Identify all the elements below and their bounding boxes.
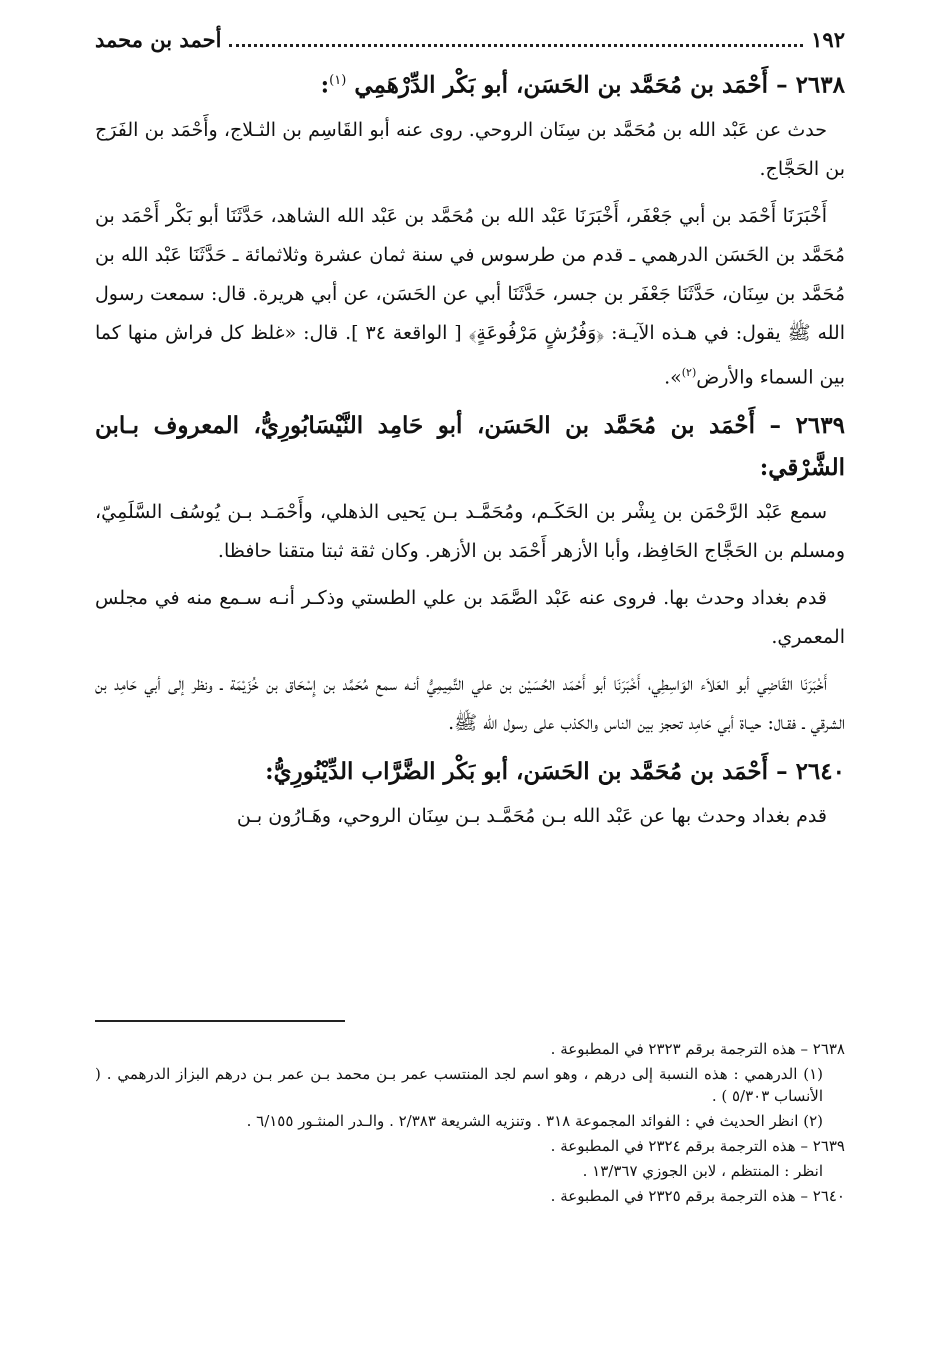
- footnote: (١) الدرهمي : هذه النسبة إلى درهم ، وهو اسم لجد المنتسب عمر بـن محمد بـن عمر بـن درهم البزاز الدرهمي . ( الأنساب ٥/٣٠٣ ) .: [95, 1065, 823, 1105]
- entry-number: ٢٦٤٠: [795, 757, 845, 785]
- entry-paragraph: حدث عن عَبْد الله بن مُحَمَّد بن سِنَان الروحي. روى عنه أبو القَاسِم بن الثـلاج، وأَحْمَد بن الفَرَج بن الحَجَّاج.: [95, 118, 845, 180]
- header-dot-leader: [229, 32, 803, 47]
- paragraph-end: ».: [664, 365, 682, 388]
- footnotes: [95, 1038, 845, 1210]
- entry-heading-2638: [95, 60, 845, 107]
- running-header: [95, 22, 845, 56]
- footnote: (٢) انظر الحديث في : الفوائد المجموعة ٣١٨ . وتنزيه الشريعة ٢/٣٨٣ . والـدر المنثـور ٦/١٥٥ .: [246, 1112, 823, 1130]
- footnote: ٢٦٣٨ – هذه الترجمة برقم ٢٣٢٣ في المطبوعة .: [550, 1040, 845, 1058]
- entry-heading-2640: [95, 751, 845, 793]
- entry-name: أَحْمَد بن مُحَمَّد بن الحَسَن، أبو بَكْر الضَّرَّاب الدِّيْنُورِيُّ:: [265, 757, 769, 785]
- footnote: ٢٦٤٠ – هذه الترجمة برقم ٢٣٢٥ في المطبوعة .: [550, 1187, 845, 1205]
- heading-dash: –: [776, 757, 788, 785]
- entry-paragraph: أَخْبَرَنَا القَاضِي أبو العَلاَء الوَاسِطِي، أَخْبَرَنَا أبو أَحْمَد الحُسَيْن بن علي التَّمِيمِيُّ أنـه سمع مُحَمَّد بن إِسْحَاق بن خُزَيْمَة ـ ونظر إلى أبي حَامِد بن الشرقي ـ فقـال: حيـاة أبي حَامِد تحجز بين الناس والكذب على رسول الله ﷺ.: [95, 672, 845, 734]
- footnote-marker: (١): [329, 73, 347, 88]
- running-title: أحمد بن محمد: [95, 26, 222, 52]
- footnote: انظر : المنتظم ، لابن الجوزي ١٣/٣٦٧ .: [582, 1162, 823, 1180]
- entry-paragraph: قدم بغداد وحدث بها عن عَبْد الله بـن مُحَمَّـد بـن سِنَان الروحي، وهَـارُون بـن: [236, 804, 827, 827]
- footnote-marker: (٢): [681, 365, 697, 379]
- heading-colon: :: [320, 71, 330, 99]
- footnote-divider: [95, 1020, 345, 1022]
- main-text: [95, 58, 845, 844]
- footnote: ٢٦٣٩ – هذه الترجمة برقم ٢٣٢٤ في المطبوعة .: [550, 1137, 845, 1155]
- entry-paragraph: قدم بغداد وحدث بها. فروى عنه عَبْد الصَّمَد بن علي الطستي وذكـر أنـه سـمع منه في مجلس المعمري.: [95, 586, 845, 648]
- entry-number: ٢٦٣٨: [795, 71, 845, 99]
- entry-paragraph: [95, 197, 845, 397]
- page-number: ١٩٢: [811, 26, 845, 52]
- entry-paragraph: سمع عَبْد الرَّحْمَن بن بِشْر بن الحَكَـم، ومُحَمَّـد بـن يَحيى الذهلي، وأَحْمَـد بـن يُوسُف السَّلَمِيّ، ومسلم بن الحَجَّاج الحَافِظ، وأبا الأزهر أَحْمَد بن الأزهر. وكان ثقة ثبتا متقنا حافظا.: [95, 500, 845, 562]
- paragraph-text: أَخْبَرَنَا أَحْمَد بن أبي جَعْفَر، أَخْبَرَنَا عَبْد الله بن مُحَمَّد بن عَبْد الله الشاهد، حَدَّثَنَا أبو بَكْر أَحْمَد بن مُحَمَّد بن الحَسَن الدرهمي ـ قدم من طرسوس في سنة ثمان عشرة وثلاثمائة ـ حَدَّثَنَا عَبْد الله بن مُحَمَّد بن سِنَان، حَدَّثَنَا جَعْفَر بن جسر، حَدَّثَنَا أبي عن الحَسَن، عن أبي هريرة. قال: سمعت رسول الله ﷺ يقول: في هـذه الآيـة: ﴿وَفُرُشٍ مَرْفُوعَةٍ﴾ [ الواقعة ٣٤ ]. قال: «غلظ كل فراش منها كما بين السماء والأرض: [95, 204, 845, 388]
- entry-name: أَحْمَد بن مُحَمَّد بن الحَسَن، أبو حَامِد النَّيْسَابُورِيُّ، المعروف بـابن الشَّرْقي:: [95, 411, 845, 481]
- heading-dash: –: [769, 411, 782, 439]
- entry-heading-2639: [95, 405, 845, 489]
- entry-number: ٢٦٣٩: [795, 411, 845, 439]
- entry-name: أَحْمَد بن مُحَمَّد بن الحَسَن، أبو بَكْر الدِّرْهَمِي: [354, 71, 769, 99]
- heading-dash: –: [776, 71, 788, 99]
